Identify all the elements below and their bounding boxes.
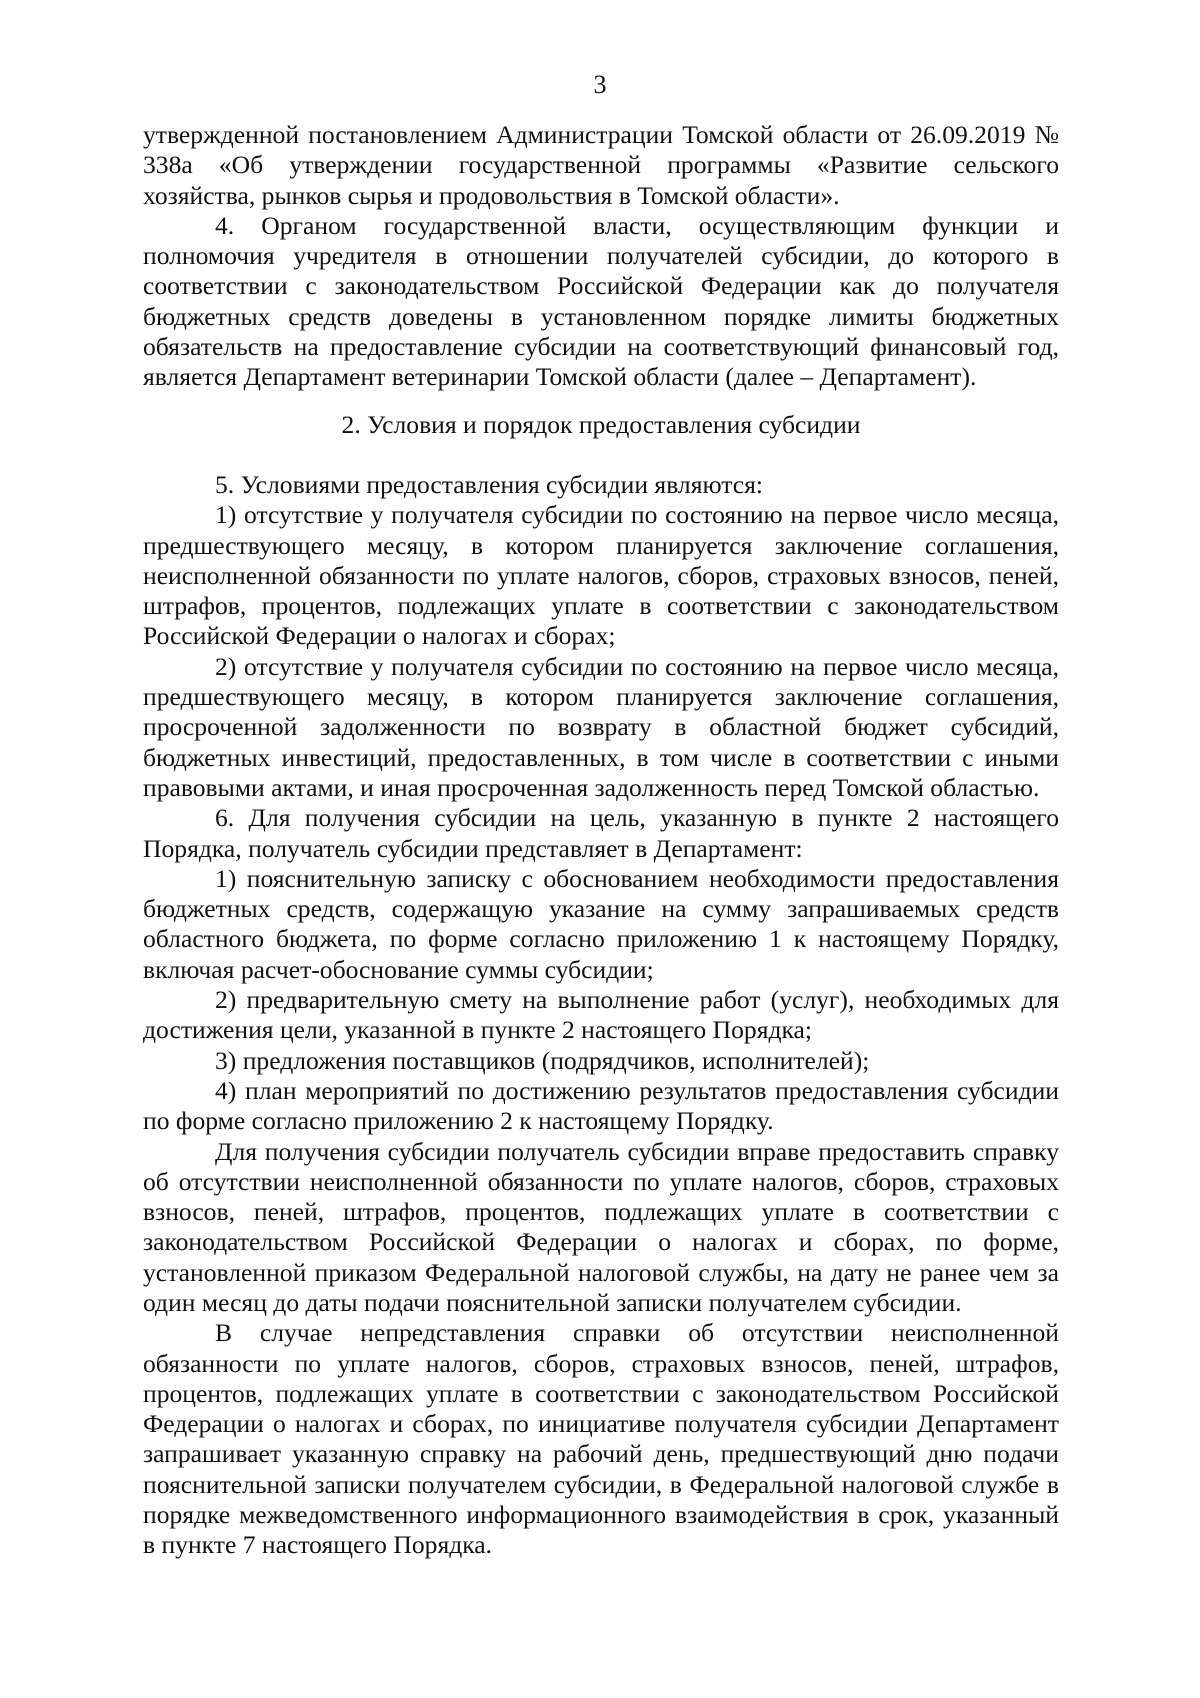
section-title: 2. Условия и порядок предоставления субсидии [341, 409, 861, 439]
page-number: 3 [593, 70, 607, 99]
paragraph-5-item-2: 2) отсутствие у получателя субсидии по состоянию на первое число месяца, предшествующего месяцу, в котором планируется заключение соглашения, просроченной задолженности по возврату в областной бюджет субсидий, бюджетных инвестиций, предоставленных, в том числе в соответствии с иными правовыми актами, и иная просроченная задолженность перед Томской областью. [143, 651, 1059, 802]
paragraph-6: 6. Для получения субсидии на цель, указанную в пункте 2 настоящего Порядка, получатель субсидии представляет в Департамент: [143, 803, 1059, 863]
paragraph-certificate: Для получения субсидии получатель субсидии вправе предоставить справку об отсутствии неисполненной обязанности по уплате налогов, сборов, страховых взносов, пеней, штрафов, процентов, подлежащих уплате в соответствии с законодательством Российской Федерации о налогах и сборах, по форме, установленной приказом Федеральной налоговой службы, на дату не ранее чем за один месяц до даты подачи пояснительной записки получателем субсидии. [143, 1136, 1059, 1317]
paragraph-4: 4. Органом государственной власти, осуществляющим функции и полномочия учредителя в отношении получателей субсидии, до которого в соответствии с законодательством Российской Федерации как до получателя бюджетных средств доведены в установленном порядке лимиты бюджетных обязательств на предоставление субсидии на соответствующий финансовый год, является Департамент ветеринарии Томской области (далее – Департамент). [143, 210, 1059, 392]
paragraph-5-item-1: 1) отсутствие у получателя субсидии по состоянию на первое число месяца, предшествующего месяцу, в котором планируется заключение соглашения, неисполненной обязанности по уплате налогов, сборов, страховых взносов, пеней, штрафов, процентов, подлежащих уплате в соответствии с законодательством Российской Федерации о налогах и сборах; [143, 500, 1059, 651]
paragraph-intro-continuation: утвержденной постановлением Администрации Томской области от 26.09.2019 № 338а «Об утверждении государственной программы «Развитие сельского хозяйства, рынков сырья и продовольствия в Томской области». [143, 120, 1059, 210]
paragraph-6-item-3: 3) предложения поставщиков (подрядчиков, исполнителей); [215, 1045, 870, 1075]
paragraph-6-item-4: 4) план мероприятий по достижению результатов предоставления субсидии по форме согласно приложению 2 к настоящему Порядку. [143, 1075, 1059, 1136]
paragraph-6-item-2: 2) предварительную смету на выполнение работ (услуг), необходимых для достижения цели, указанной в пункте 2 настоящего Порядка; [143, 985, 1059, 1045]
paragraph-no-certificate: В случае непредставления справки об отсутствии неисполненной обязанности по уплате налогов, сборов, страховых взносов, пеней, штрафов, процентов, подлежащих уплате в соответствии с законодательством Российской Федерации о налогах и сборах, по инициативе получателя субсидии Департамент запрашивает указанную справку на рабочий день, предшествующий дню подачи пояснительной записки получателем субсидии, в Федеральной налоговой службе в порядке межведомственного информационного взаимодействия в срок, указанный в пункте 7 настоящего Порядка. [143, 1318, 1059, 1560]
paragraph-6-item-1: 1) пояснительную записку с обоснованием необходимости предоставления бюджетных средств, содержащую указание на сумму запрашиваемых средств областного бюджета, по форме согласно приложению 1 к настоящему Порядку, включая расчет-обоснование суммы субсидии; [143, 863, 1059, 984]
document-body [143, 120, 1059, 1561]
paragraph-5: 5. Условиями предоставления субсидии являются: [215, 469, 764, 499]
